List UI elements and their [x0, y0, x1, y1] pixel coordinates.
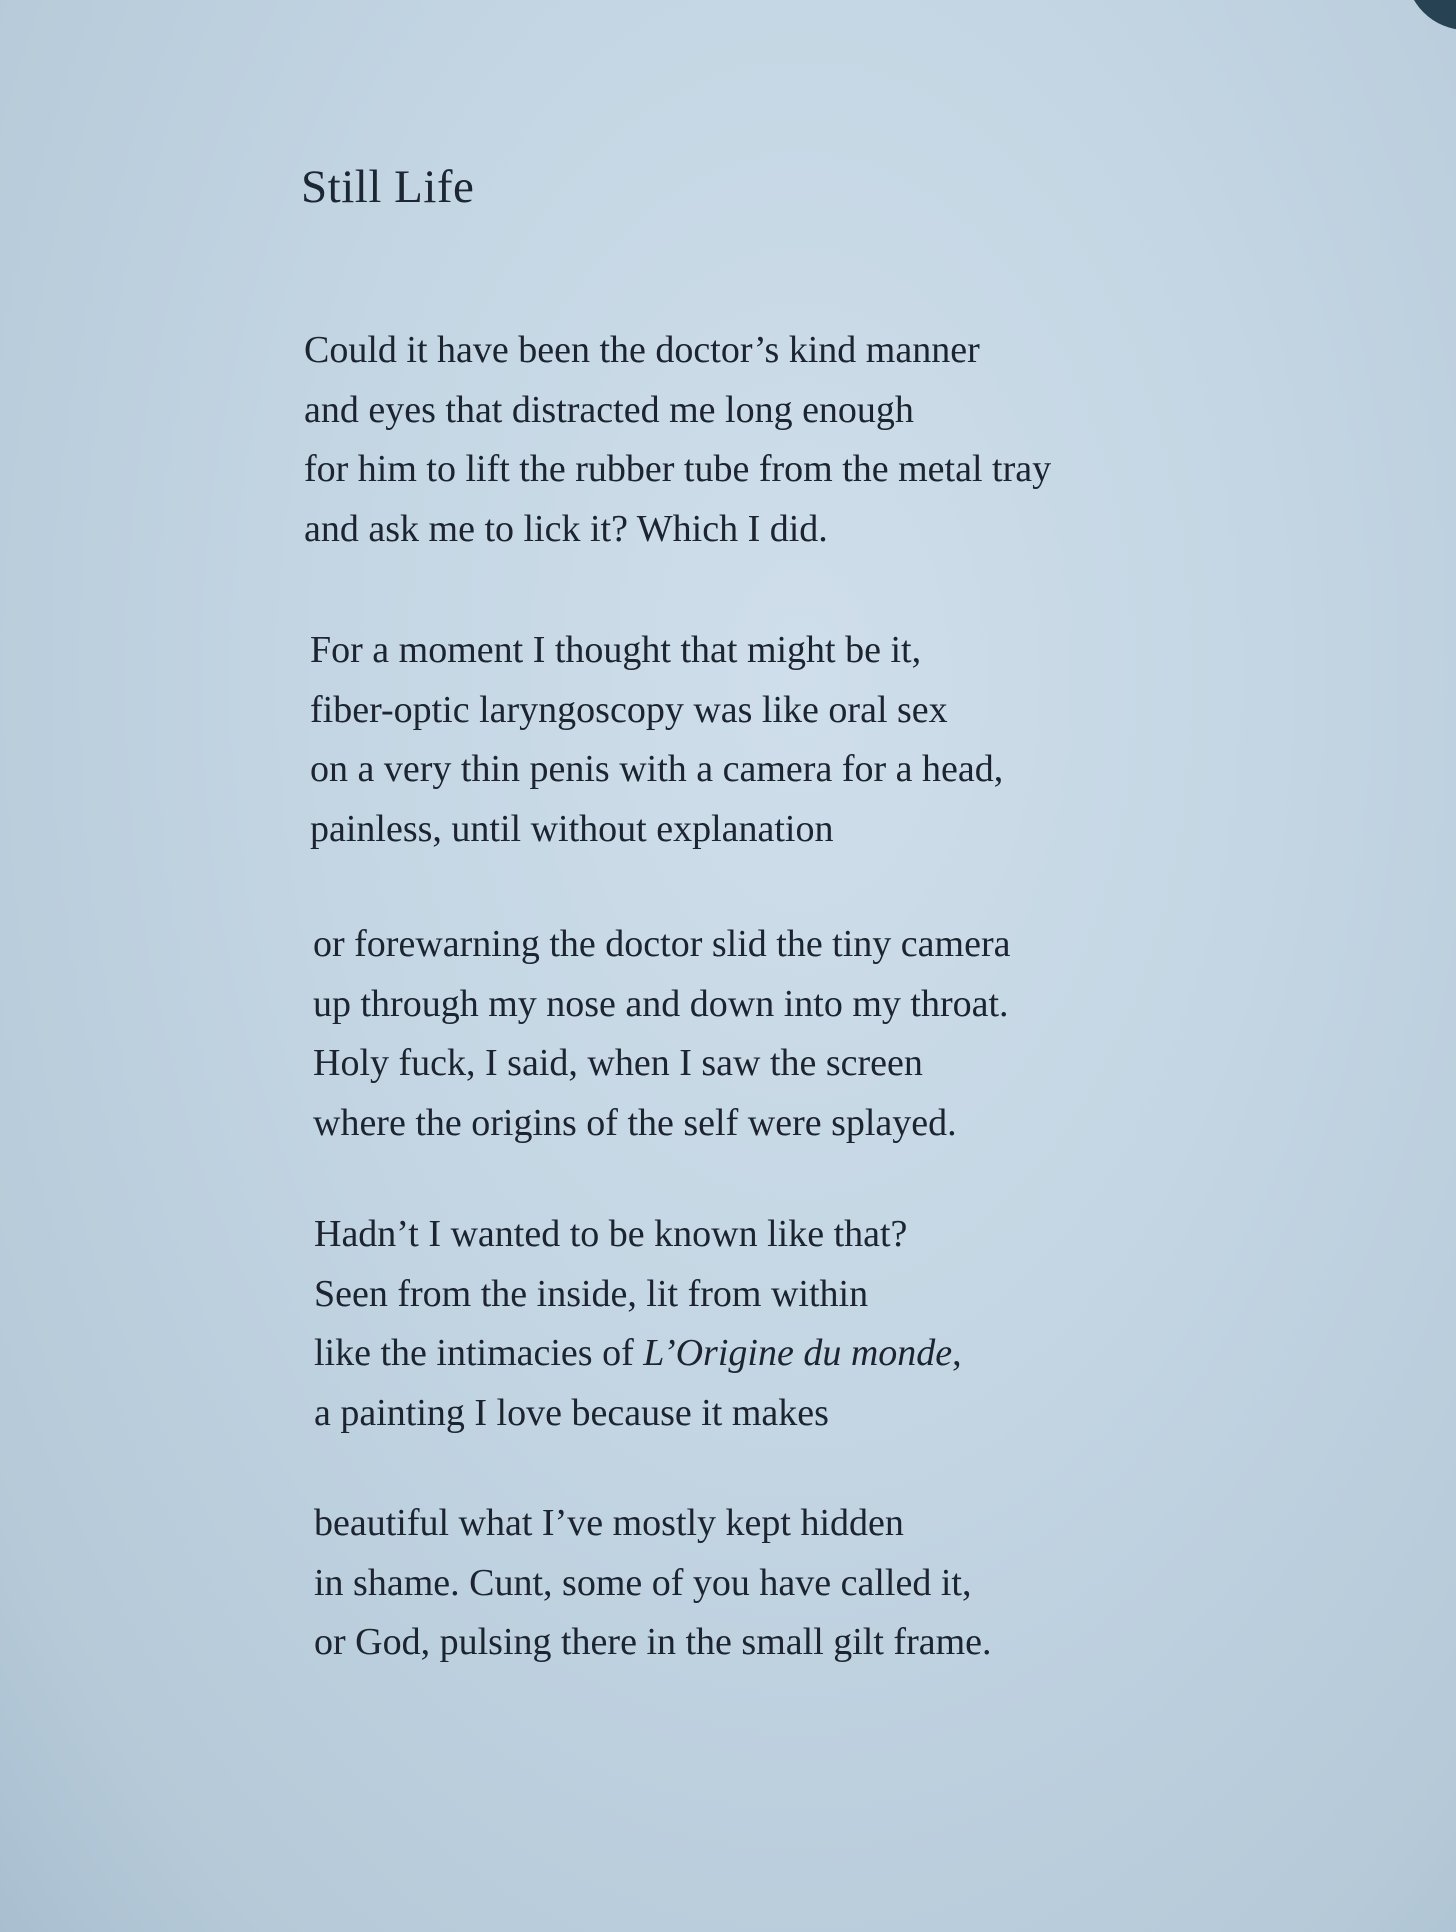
stanza-4	[314, 1205, 962, 1443]
poem-line: on a very thin penis with a camera for a head,	[310, 748, 1004, 790]
poem-line: Holy fuck, I said, when I saw the screen	[313, 1042, 923, 1084]
poem-line: or forewarning the doctor slid the tiny camera	[313, 923, 1011, 965]
poem-line-text: ,	[952, 1332, 962, 1374]
poem-line: beautiful what I’ve mostly kept hidden	[314, 1502, 904, 1544]
poem-line-with-italic-title	[314, 1324, 962, 1384]
poem-line: Hadn’t I wanted to be known like that?	[314, 1213, 908, 1255]
poem-line: up through my nose and down into my throat.	[313, 982, 1009, 1025]
poem-line: fiber-optic laryngoscopy was like oral sex	[310, 688, 948, 731]
poem-line: and ask me to lick it? Which I did.	[304, 507, 828, 550]
poem-title: Still Life	[301, 161, 475, 213]
poem-line: a painting I love because it makes	[314, 1391, 829, 1434]
painting-title: L’Origine du monde	[643, 1332, 953, 1374]
poem-line: in shame. Cunt, some of you have called it,	[314, 1561, 972, 1604]
page-corner-shadow	[1406, 0, 1456, 30]
poem-line: and eyes that distracted me long enough	[304, 388, 914, 431]
stanza-5	[314, 1494, 992, 1673]
stanza-2	[310, 621, 1003, 859]
stanza-3	[313, 915, 1010, 1153]
poem-line: where the origins of the self were splayed.	[313, 1101, 957, 1144]
poem-line: Seen from the inside, lit from within	[314, 1272, 869, 1315]
poem-line: for him to lift the rubber tube from the metal tray	[304, 448, 1052, 490]
poem-line: or God, pulsing there in the small gilt frame.	[314, 1621, 992, 1663]
poem-line: painless, until without explanation	[310, 807, 834, 850]
poem-line: For a moment I thought that might be it,	[310, 629, 922, 671]
poem-line: Could it have been the doctor’s kind manner	[304, 329, 980, 371]
stanza-1	[304, 321, 1051, 559]
poem-line-text: like the intimacies of	[314, 1332, 644, 1374]
